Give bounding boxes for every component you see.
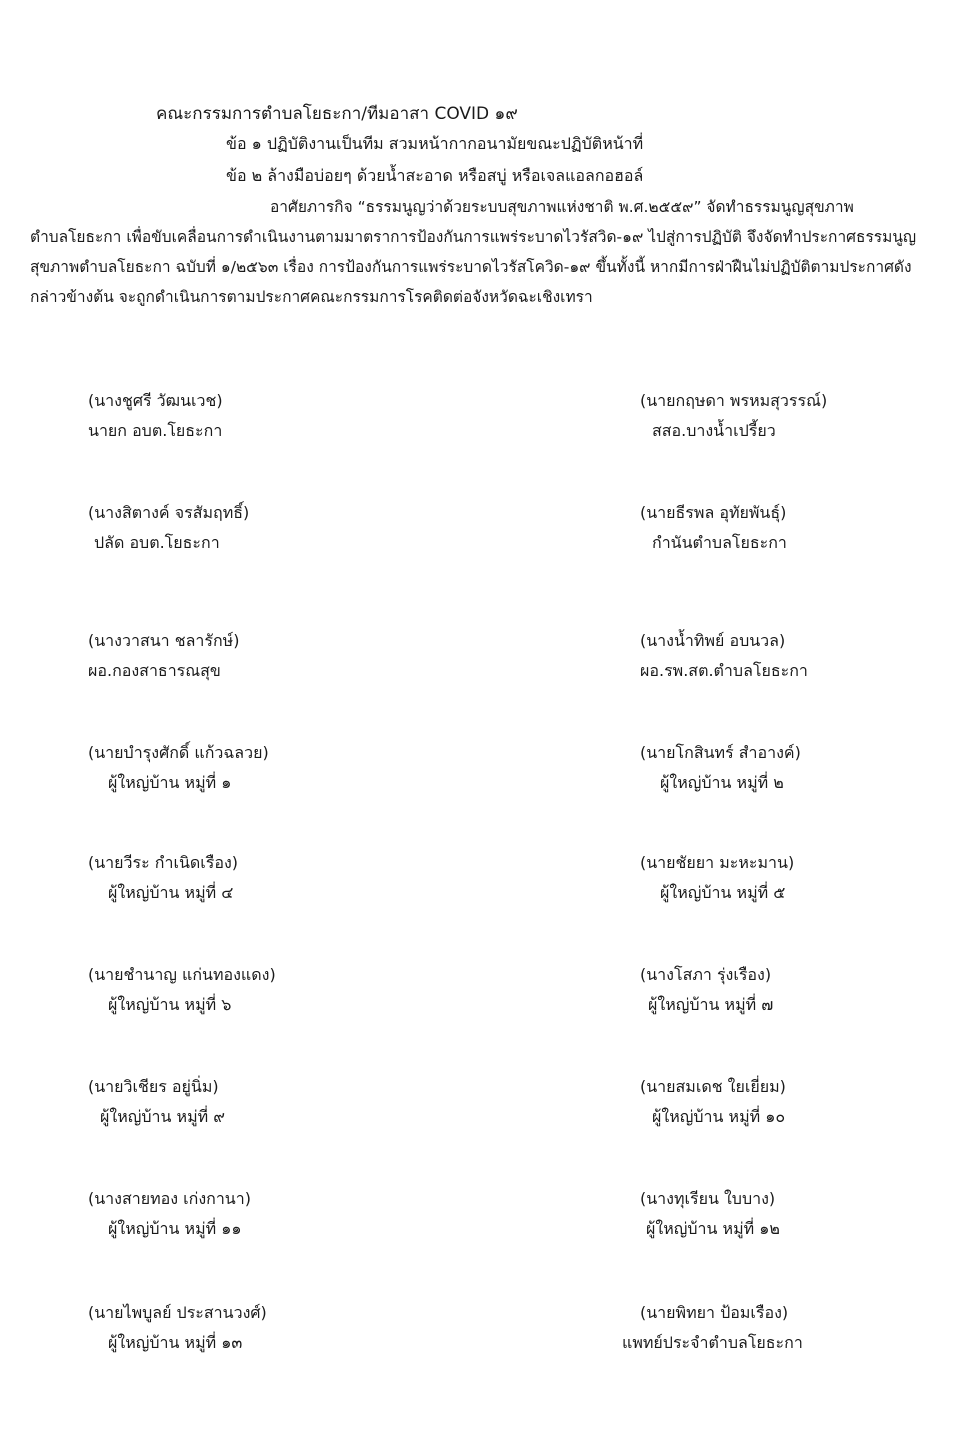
signatory-name: (นางสิตางค์ จรสัมฤทธิ์) xyxy=(88,503,250,522)
signature-block xyxy=(640,960,773,1020)
signature-block xyxy=(88,1184,251,1244)
signature-block xyxy=(640,738,801,798)
signature-block xyxy=(640,626,808,686)
paragraph-first-line: อาศัยภารกิจ “ธรรมนูญว่าด้วยระบบสุขภาพแห่งชาติ พ.ศ.๒๕๕๙” จัดทำธรรมนูญสุขภาพ xyxy=(270,198,854,216)
signature-block xyxy=(640,498,787,558)
signatory-name: (นางน้ำทิพย์ อบนวล) xyxy=(640,631,786,650)
signature-block xyxy=(88,626,239,686)
signatory-position: ผอ.กองสาธารณสุข xyxy=(88,661,221,680)
signatory-position: แพทย์ประจำตำบลโยธะกา xyxy=(622,1333,803,1352)
signatory-position: ผู้ใหญ่บ้าน หมู่ที่ ๖ xyxy=(108,995,232,1014)
signatory-name: (นายชำนาญ แก่นทองแดง) xyxy=(88,965,276,984)
signature-block xyxy=(88,848,238,908)
signature-block xyxy=(640,1184,780,1244)
signatory-name: (นายบำรุงศักดิ์ แก้วฉลวย) xyxy=(88,743,269,762)
signature-block xyxy=(88,1072,225,1132)
signature-block xyxy=(88,386,223,446)
signatory-position: ผู้ใหญ่บ้าน หมู่ที่ ๗ xyxy=(648,995,774,1014)
signatory-position: ปลัด อบต.โยธะกา xyxy=(94,533,220,552)
signature-block xyxy=(640,386,827,446)
signatory-name: (นายกฤษดา พรหมสุวรรณ์) xyxy=(640,391,828,410)
signatory-name: (นายวีระ กำเนิดเรือง) xyxy=(88,853,238,872)
signatory-name: (นายวิเชียร อยู่นิ่ม) xyxy=(88,1077,219,1096)
signatory-position: ผู้ใหญ่บ้าน หมู่ที่ ๑๐ xyxy=(652,1107,786,1126)
signature-block xyxy=(622,1298,803,1358)
signatory-name: (นางสายทอง เก่งกานา) xyxy=(88,1189,251,1208)
signatory-position: กำนันตำบลโยธะกา xyxy=(652,533,787,552)
signatory-position: ผู้ใหญ่บ้าน หมู่ที่ ๑๑ xyxy=(108,1219,242,1238)
signature-block xyxy=(88,738,269,798)
signatory-position: ผู้ใหญ่บ้าน หมู่ที่ ๑๒ xyxy=(646,1219,780,1238)
signatory-name: (นายชัยยา มะหะมาน) xyxy=(640,853,795,872)
signatory-position: ผู้ใหญ่บ้าน หมู่ที่ ๔ xyxy=(108,883,234,902)
rule-item-1: ข้อ ๑ ปฏิบัติงานเป็นทีม สวมหน้ากากอนามัยขณะปฏิบัติหน้าที่ xyxy=(226,134,644,153)
document-heading: คณะกรรมการตำบลโยธะกา/ทีมอาสา COVID ๑๙ xyxy=(156,104,518,124)
signatory-position: ผู้ใหญ่บ้าน หมู่ที่ ๑๓ xyxy=(108,1333,243,1352)
signatory-position: ผู้ใหญ่บ้าน หมู่ที่ ๕ xyxy=(660,883,786,902)
signatory-position: ผอ.รพ.สต.ตำบลโยธะกา xyxy=(640,661,808,680)
body-paragraph xyxy=(30,192,935,312)
signatory-name: (นายสมเดช ใยเยี่ยม) xyxy=(640,1077,786,1096)
signatory-name: (นายไพบูลย์ ประสานวงศ์) xyxy=(88,1303,267,1322)
signatory-name: (นางทุเรียน ใบบาง) xyxy=(640,1189,776,1208)
signatory-name: (นางชูศรี วัฒนเวช) xyxy=(88,391,223,410)
signatory-position: สสอ.บางน้ำเปรี้ยว xyxy=(652,421,776,440)
signatory-name: (นายพิทยา ป้อมเรือง) xyxy=(640,1303,789,1322)
signatory-name: (นางวาสนา ชลารักษ์) xyxy=(88,631,240,650)
signature-block xyxy=(88,960,276,1020)
signatory-position: นายก อบต.โยธะกา xyxy=(88,421,223,440)
signature-block xyxy=(640,848,794,908)
signatory-position: ผู้ใหญ่บ้าน หมู่ที่ ๑ xyxy=(108,773,232,792)
paragraph-body: ตำบลโยธะกา เพื่อขับเคลื่อนการดำเนินงานตามมาตราการป้องกันการแพร่ระบาดไวรัสวิด-๑๙ ไปสู่การปฏิบัติ จึงจัดทำประกาศธรรมนูญสุขภาพตำบลโยธะกา ฉบับที่ ๑/๒๕๖๓ เรื่อง การป้องกันการแพร่ระบาดไวรัสโควิด-๑๙ ขึ้นทั้งนี้ หากมีการฝ่าฝืนไม่ปฏิบัติตามประกาศดังกล่าวข้างต้น จะถูกดำเนินการตามประกาศคณะกรรมการโรคติดต่อจังหวัดฉะเชิงเทรา xyxy=(30,228,917,306)
signatory-position: ผู้ใหญ่บ้าน หมู่ที่ ๙ xyxy=(100,1107,225,1126)
signature-block xyxy=(88,1298,267,1358)
signatory-name: (นายธีรพล อุทัยพันธุ์) xyxy=(640,503,787,522)
signature-block xyxy=(640,1072,786,1132)
signature-block xyxy=(88,498,249,558)
signatory-name: (นายโกสินทร์ สำอางค์) xyxy=(640,743,801,762)
signatory-position: ผู้ใหญ่บ้าน หมู่ที่ ๒ xyxy=(660,773,784,792)
rule-item-2: ข้อ ๒ ล้างมือบ่อยๆ ด้วยน้ำสะอาด หรือสบู่ หรือเจลแอลกอฮอล์ xyxy=(226,166,644,185)
signatory-name: (นางโสภา รุ่งเรือง) xyxy=(640,965,772,984)
